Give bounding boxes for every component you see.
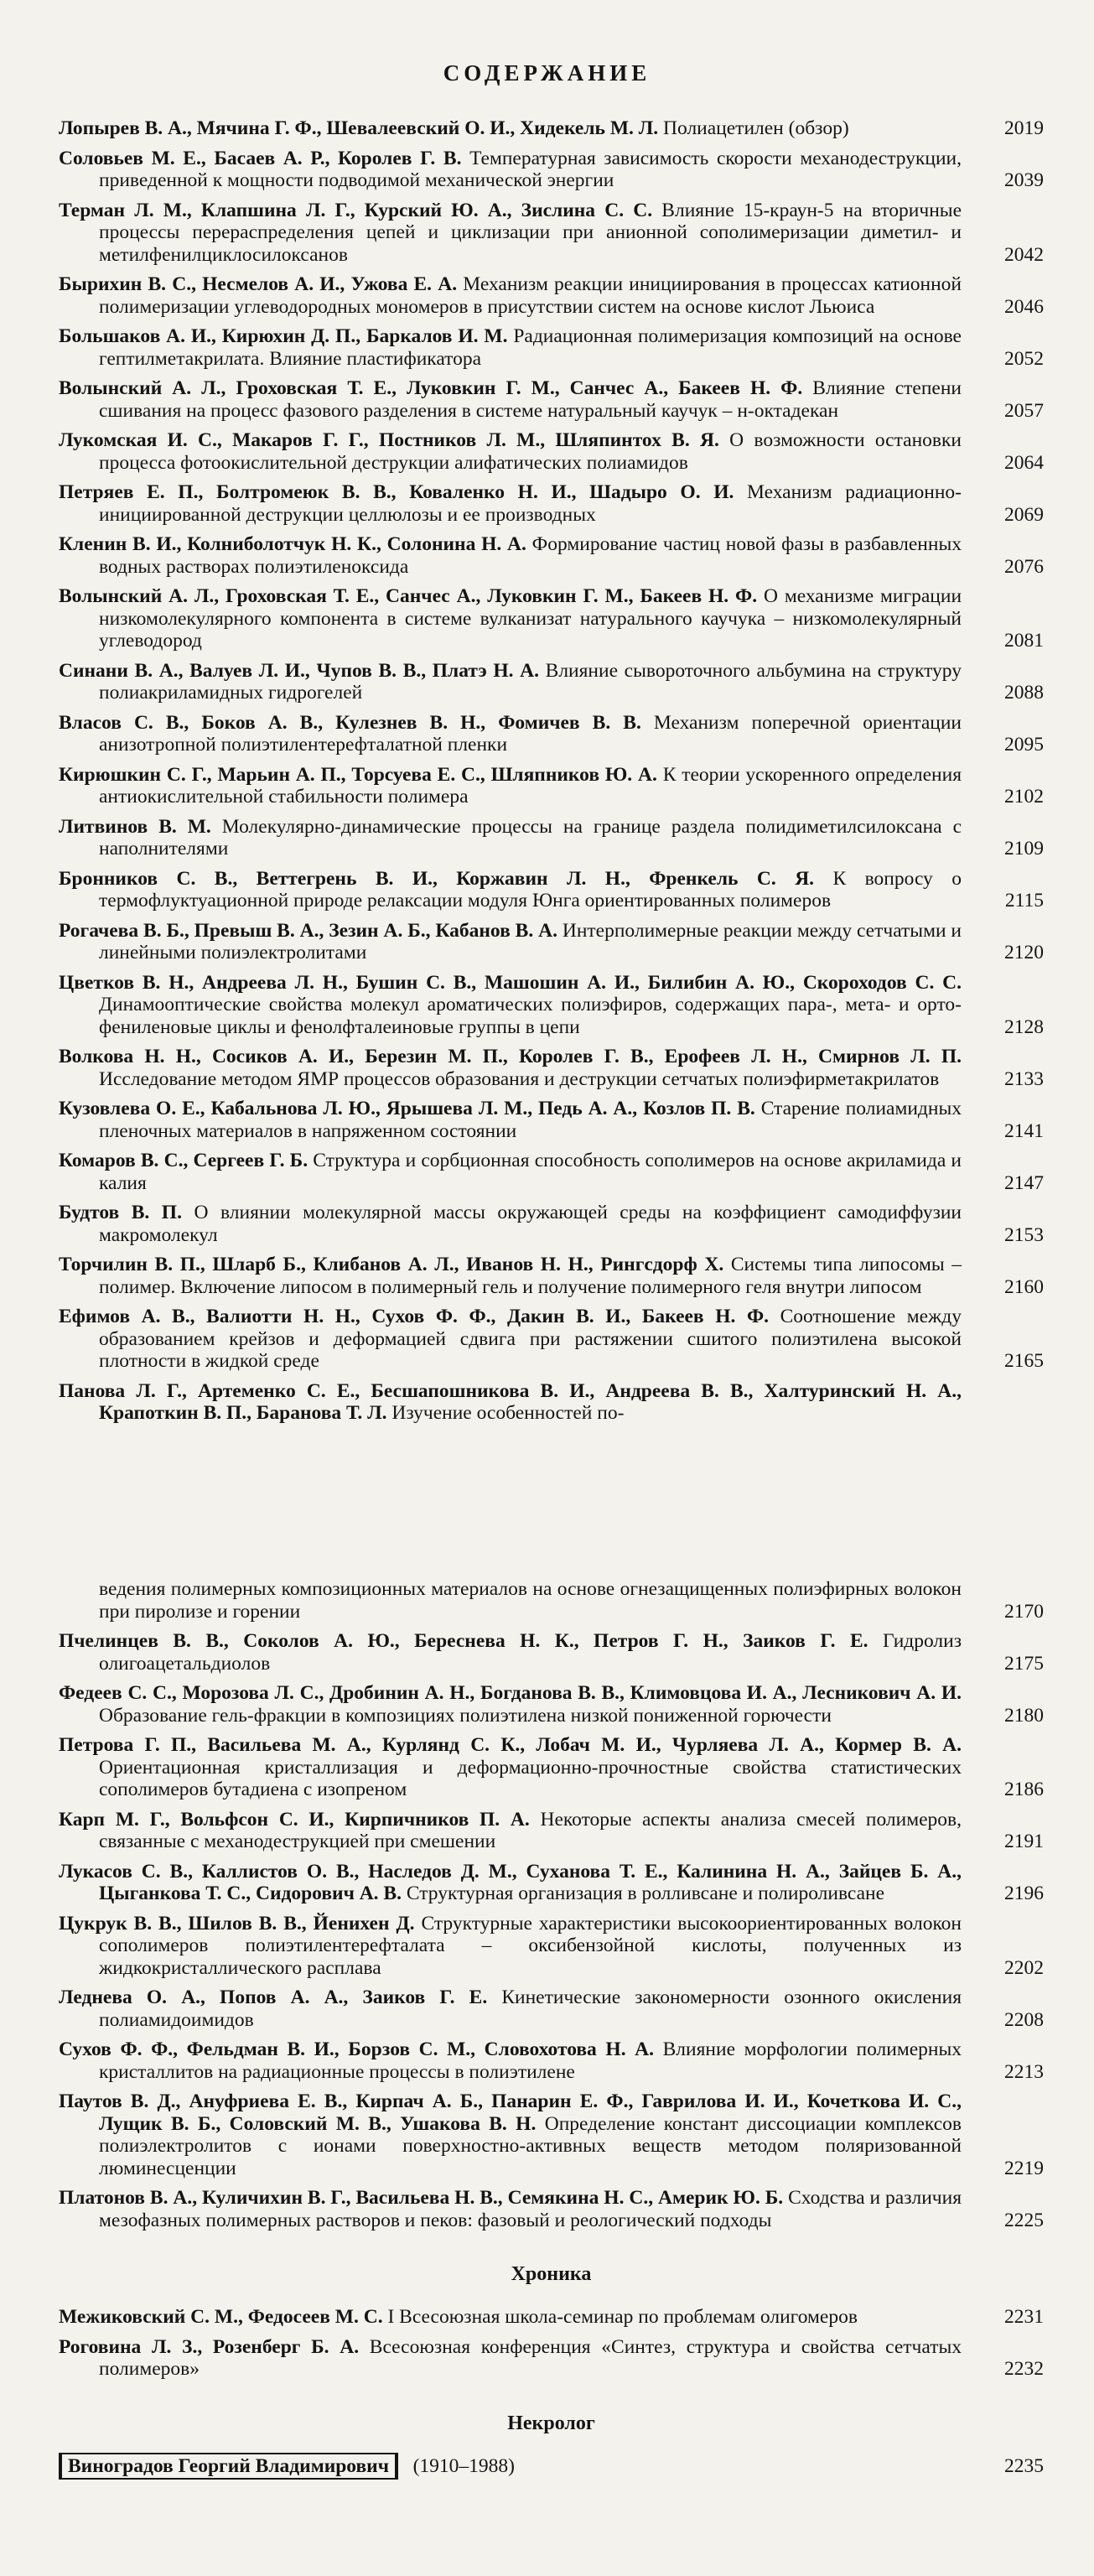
contents-list-part-2	[59, 1578, 1044, 2485]
toc-entry	[59, 148, 1044, 192]
entry-page-number: 2196	[1004, 1883, 1044, 1904]
entry-authors: Соловьев М. Е., Басаев А. Р., Королев Г. В.	[59, 147, 462, 169]
entry-title: О механизме миграции низкомолекулярного компонента в системе вулканизат натурального каучука – низкомолекулярный углеводород	[99, 585, 962, 652]
entry-page-number: 2046	[1004, 295, 1044, 318]
toc-entry	[59, 868, 1044, 912]
toc-entry	[59, 2306, 1044, 2329]
entry-page-number: 2115	[1004, 890, 1044, 911]
toc-entry	[59, 377, 1044, 422]
toc-entry	[59, 1380, 1044, 1425]
entry-title: К вопросу о термофлуктуационной природе релаксации модуля Юнга ориентированных полимеров	[99, 867, 962, 911]
entry-title: Температурная зависимость скорости механодеструкции, приведенной к мощности подводимой механической энергии	[99, 147, 962, 191]
entry-page-number: 2019	[1004, 117, 1044, 139]
entry-title: Радиационная полимеризация композиций на основе гептилметакрилата. Влияние пластификатора	[99, 325, 962, 370]
toc-entry	[59, 1734, 1044, 1801]
entry-authors: Петряев Е. П., Болтромеюк В. В., Коваленко Н. И., Шадыро О. И.	[59, 481, 734, 503]
toc-entry	[59, 1150, 1044, 1194]
toc-entry	[59, 1578, 1044, 1623]
entry-page-number: 2109	[1004, 838, 1044, 860]
entry-title: Молекулярно-динамические процессы на границе раздела полидиметилсилоксана с наполнителями	[99, 815, 962, 860]
entry-authors: Рогачева В. Б., Превыш В. А., Зезин А. Б., Кабанов В. А.	[59, 919, 557, 942]
entry-authors: Панова Л. Г., Артеменко С. Е., Бесшапошникова В. И., Андреева В. В., Халтуринский Н. А., Крапоткин В. П., Баранова Т. Л.	[59, 1379, 962, 1424]
page-title: СОДЕРЖАНИЕ	[443, 60, 651, 86]
entry-page-number: 2219	[1004, 2157, 1044, 2179]
toc-entry	[59, 533, 1044, 578]
obituary-entry	[59, 2455, 1044, 2478]
entry-page-number: 2225	[1004, 2209, 1044, 2231]
entry-authors: Сухов Ф. Ф., Фельдман В. И., Борзов С. М., Словохотова Н. А.	[59, 2038, 655, 2060]
entry-title: Системы типа липосомы – полимер. Включение липосом в полимерный гель и получение полимерного геля внутри липосом	[99, 1254, 962, 1298]
toc-entry	[59, 429, 1044, 474]
toc-entry	[59, 273, 1044, 318]
entry-title: К теории ускоренного определения антиокислительной стабильности полимера	[99, 763, 962, 808]
entry-page-number: 2165	[1004, 1350, 1044, 1372]
toc-entry	[59, 2187, 1044, 2231]
entry-title: Механизм поперечной ориентации анизотропной полиэтилентерефталатной пленки	[99, 711, 962, 756]
entry-authors: Литвинов В. М.	[59, 815, 211, 838]
entry-authors: Федеев С. С., Морозова Л. С., Дробинин А. Н., Богданова В. В., Климовцова И. А., Лесникович А. И.	[59, 1682, 962, 1704]
entry-title: Ориентационная кристаллизация и деформационно-прочностные свойства статистических сополимеров бутадиена с изопреном	[99, 1756, 962, 1800]
entry-title: Сходства и различия мезофазных полимерных растворов и пеков: фазовый и реологический подходы	[99, 2187, 962, 2231]
entry-authors: Леднева О. А., Попов А. А., Заиков Г. Е.	[59, 1987, 488, 2008]
entry-title: Динамооптические свойства молекул ароматических полиэфиров, содержащих пара-, мета- и орто-фениленовые циклы и фенолфталеиновые группы в цепи	[99, 994, 962, 1038]
toc-entry	[59, 660, 1044, 704]
entry-authors: Лопырев В. А., Мячина Г. Ф., Шевалеевский О. И., Хидекель М. Л.	[59, 117, 659, 139]
toc-entry	[59, 920, 1044, 964]
entry-title: Влияние сывороточного альбумина на структуру полиакриламидных гидрогелей	[99, 659, 962, 704]
entry-title: Механизм реакции инициирования в процессах катионной полимеризации углеводородных мономеров в присутствии систем на основе кислот Льюиса	[99, 273, 962, 318]
entry-authors: Межиковский С. М., Федосеев М. С.	[59, 2306, 383, 2328]
entry-authors: Роговина Л. З., Розенберг Б. А.	[59, 2335, 360, 2358]
entry-page-number: 2128	[1004, 1015, 1044, 1038]
entry-authors: Петрова Г. П., Васильева М. А., Курлянд С. К., Лобач М. И., Чурляева Л. А., Кормер В. А.	[59, 1734, 962, 1756]
entry-page-number: 2064	[1004, 451, 1044, 474]
toc-entry	[59, 1306, 1044, 1373]
entry-authors: Комаров В. С., Сергеев Г. Б.	[59, 1150, 308, 1171]
entry-title: Интерполимерные реакции между сетчатыми и линейными полиэлектролитами	[99, 919, 962, 963]
entry-authors: Волынский А. Л., Гроховская Т. Е., Луковкин Г. М., Санчес А., Бакеев Н. Ф.	[59, 377, 803, 399]
toc-entry	[59, 585, 1044, 652]
entry-page-number: 2160	[1004, 1275, 1044, 1298]
entry-title: Изучение особенностей по-	[391, 1402, 625, 1424]
entry-authors: Кленин В. И., Колниболотчук Н. К., Солонина Н. А.	[59, 533, 526, 555]
toc-entry	[59, 1913, 1044, 1980]
entry-page-number: 2120	[1004, 942, 1044, 963]
entry-authors: Бронников С. В., Веттегрень В. И., Коржавин Л. Н., Френкель С. Я.	[59, 867, 815, 890]
entry-title: Кинетические закономерности озонного окисления полиамидоимидов	[99, 1987, 962, 2031]
entry-title: ведения полимерных композиционных материалов на основе огнезащищенных полиэфирных волокон при пиролизе и горении	[99, 1578, 962, 1623]
entry-page-number: 2069	[1004, 503, 1044, 526]
entry-title: Влияние 15-краун-5 на вторичные процессы перераспределения цепей и циклизации при анионной сополимеризации диметил- и метилфенилциклосилоксанов	[99, 199, 962, 266]
toc-entry	[59, 2038, 1044, 2083]
entry-title: Механизм радиационно-инициированной деструкции целлюлозы и ее производных	[99, 481, 962, 526]
entry-page-number: 2052	[1004, 347, 1044, 370]
entry-page-number: 2141	[1004, 1119, 1044, 1142]
entry-title: Определение констант диссоциации комплексов полиэлектролитов с ионами поверхностно-активных веществ методом поляризованной люминесценции	[99, 2112, 962, 2179]
entry-title: Старение полиамидных пленочных материалов в напряженном состоянии	[99, 1098, 962, 1142]
toc-entry	[59, 1046, 1044, 1090]
entry-authors: Лукасов С. В., Каллистов О. В., Наследов Д. М., Суханова Т. Е., Калинина Н. А., Зайцев Б. А., Цыганкова Т. С., Сидорович А. В.	[59, 1860, 962, 1904]
entry-authors: Пчелинцев В. В., Соколов А. Ю., Береснева Н. К., Петров Г. Н., Заиков Г. Е.	[59, 1630, 868, 1652]
entry-title: О возможности остановки процесса фотоокислительной деструкции алифатических полиамидов	[99, 429, 962, 474]
entry-authors: Цветков В. Н., Андреева Л. Н., Бушин С. В., Машошин А. И., Билибин А. Ю., Скороходов С. С.	[59, 971, 962, 994]
toc-entry	[59, 200, 1044, 267]
entry-page-number: 2133	[1004, 1067, 1044, 1090]
contents-list-part-1	[59, 117, 1044, 1432]
entry-page-number: 2153	[1004, 1223, 1044, 1246]
entry-authors: Будтов В. П.	[59, 1202, 182, 1223]
entry-page-number: 2042	[1004, 243, 1044, 266]
entry-page-number: 2095	[1004, 734, 1044, 756]
entry-authors: Паутов В. Д., Ануфриева Е. В., Кирпач А. Б., Панарин Е. Ф., Гаврилова И. И., Кочеткова И. С., Лущик В. Б., Соловский М. В., Ушакова В. Н.	[59, 2090, 962, 2135]
entry-page-number: 2076	[1004, 555, 1044, 578]
entry-authors: Большаков А. И., Кирюхин Д. П., Баркалов И. М.	[59, 325, 508, 347]
chronicle-heading: Хроника	[511, 2263, 592, 2285]
entry-authors: Власов С. В., Боков А. В., Кулезнев В. Н., Фомичев В. В.	[59, 711, 641, 734]
entry-authors: Кирюшкин С. Г., Марьин А. П., Торсуева Е. С., Шляпников Ю. А.	[59, 763, 657, 786]
entry-title: I Всесоюзная школа-семинар по проблемам олигомеров	[387, 2306, 858, 2328]
entry-title: Исследование методом ЯМР процессов образования и деструкции сетчатых полиэфирметакрилатов	[99, 1067, 940, 1090]
entry-authors: Ефимов А. В., Валиотти Н. Н., Сухов Ф. Ф., Дакин В. И., Бакеев Н. Ф.	[59, 1306, 769, 1327]
obituary-years: (1910–1988)	[412, 2454, 515, 2477]
entry-page-number: 2186	[1004, 1779, 1044, 1800]
toc-entry	[59, 481, 1044, 526]
entry-page-number: 2202	[1004, 1956, 1044, 1979]
entry-authors: Лукомская И. С., Макаров Г. Г., Постников Л. М., Шляпинтох В. Я.	[59, 429, 719, 451]
toc-entry	[59, 1630, 1044, 1675]
toc-entry	[59, 1987, 1044, 2031]
entry-page-number: 2231	[1004, 2306, 1044, 2328]
entry-title: Структурная организация в ролливсане и полироливсане	[406, 1883, 885, 1904]
entry-title: Структура и сорбционная способность сополимеров на основе акриламида и калия	[99, 1150, 962, 1194]
entry-title: Соотношение между образованием крейзов и деформацией сдвига при растяжении сшитого полиэтилена высокой плотности в жидкой среде	[99, 1306, 962, 1372]
entry-page-number: 2232	[1004, 2358, 1044, 2380]
entry-title: Структурные характеристики высокоориентированных волокон сополимеров полиэтилентерефталата – оксибензойной кислоты, полученных из жидкокристаллического расплава	[99, 1912, 962, 1979]
entry-page-number: 2208	[1004, 2008, 1044, 2031]
obituary-heading: Некролог	[507, 2412, 595, 2434]
entry-title: Полиацетилен (обзор)	[663, 117, 849, 139]
toc-entry	[59, 2336, 1044, 2381]
obituary-name: Виноградов Георгий Владимирович	[59, 2453, 398, 2480]
toc-entry	[59, 325, 1044, 370]
entry-page-number: 2088	[1004, 682, 1044, 704]
entry-page-number: 2147	[1004, 1171, 1044, 1194]
entry-title: Формирование частиц новой фазы в разбавленных водных растворах полиэтиленоксида	[99, 533, 962, 578]
entry-page-number: 2170	[1004, 1600, 1044, 1623]
entry-title: Влияние степени сшивания на процесс фазового разделения в системе натуральный каучук – н-октадекан	[99, 377, 962, 422]
toc-entry	[59, 972, 1044, 1039]
entry-authors: Терман Л. М., Клапшина Л. Г., Курский Ю. А., Зислина С. С.	[59, 199, 653, 221]
entry-title: Всесоюзная конференция «Синтез, структура и свойства сетчатых полимеров»	[99, 2335, 962, 2380]
entry-authors: Бырихин В. С., Несмелов А. И., Ужова Е. А.	[59, 273, 458, 295]
entry-page-number: 2057	[1004, 399, 1044, 422]
entry-title: Некоторые аспекты анализа смесей полимеров, связанные с механодеструкцией при смешении	[99, 1808, 962, 1852]
entry-authors: Цукрук В. В., Шилов В. В., Йенихен Д.	[59, 1912, 415, 1935]
entry-page-number: 2175	[1004, 1652, 1044, 1675]
entry-authors: Платонов В. А., Куличихин В. Г., Васильева Н. В., Семякина Н. С., Америк Ю. Б.	[59, 2187, 784, 2209]
entry-title: Образование гель-фракции в композициях полиэтилена низкой пониженной горючести	[99, 1704, 832, 1727]
entry-page-number: 2180	[1004, 1704, 1044, 1727]
entry-page-number: 2191	[1004, 1831, 1044, 1852]
toc-entry	[59, 1682, 1044, 1727]
entry-authors: Карп М. Г., Вольфсон С. И., Кирпичников П. А.	[59, 1808, 530, 1831]
entry-authors: Синани В. А., Валуев Л. И., Чупов В. В., Платэ Н. А.	[59, 659, 539, 682]
entry-authors: Волкова Н. Н., Сосиков А. И., Березин М. П., Королев Г. В., Ерофеев Л. Н., Смирнов Л. П.	[59, 1046, 962, 1067]
toc-entry	[59, 712, 1044, 756]
toc-entry	[59, 2090, 1044, 2179]
toc-entry	[59, 117, 1044, 140]
toc-entry	[59, 1098, 1044, 1142]
entry-authors: Торчилин В. П., Шларб Б., Клибанов А. Л., Иванов Н. Н., Рингсдорф Х.	[59, 1254, 724, 1275]
entry-page-number: 2039	[1004, 169, 1044, 191]
entry-page-number: 2081	[1004, 630, 1044, 652]
toc-entry	[59, 764, 1044, 808]
entry-page-number: 2213	[1004, 2060, 1044, 2083]
toc-entry	[59, 1202, 1044, 1246]
toc-entry	[59, 1254, 1044, 1298]
toc-entry	[59, 1861, 1044, 1905]
entry-title: О влиянии молекулярной массы окружающей среды на коэффициент самодиффузии макромолекул	[99, 1202, 962, 1246]
entry-authors: Волынский А. Л., Гроховская Т. Е., Санчес А., Луковкин Г. М., Бакеев Н. Ф.	[59, 585, 758, 607]
entry-title: Гидролиз олигоацетальдиолов	[99, 1630, 962, 1675]
toc-entry	[59, 816, 1044, 860]
entry-page-number: 2102	[1004, 786, 1044, 808]
entry-title: Влияние морфологии полимерных кристаллитов на радиационные процессы в полиэтилене	[99, 2038, 962, 2083]
toc-entry	[59, 1809, 1044, 1853]
entry-authors: Кузовлева О. Е., Кабальнова Л. Ю., Ярышева Л. М., Педь А. А., Козлов П. В.	[59, 1098, 755, 1119]
obituary-page-number: 2235	[1004, 2454, 1044, 2477]
